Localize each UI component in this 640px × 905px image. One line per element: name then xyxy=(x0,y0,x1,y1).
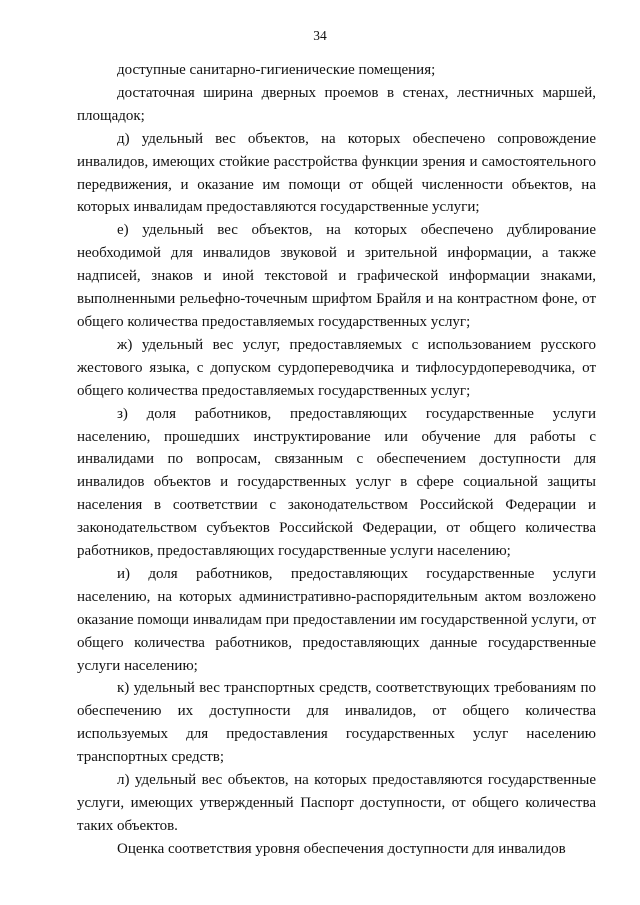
paragraph-assessment: Оценка соответствия уровня обеспечения доступности для инвалидов xyxy=(117,840,566,857)
paragraph-sanitary-facilities: доступные санитарно-гигиенические помещения; xyxy=(117,62,436,78)
paragraph-item-e: е) удельный вес объектов, на которых обеспечено дублирование необходимой для инвалидов звуковой и зрительной информации, а также надписей, знаков и иной текстовой и графической информации знаками, выполненными рельефно-точечным шрифтом Брайля и на контрастном фоне, от общего количества предоставляемых государственных услуг; xyxy=(77,222,596,330)
paragraph-item-k: к) удельный вес транспортных средств, соответствующих требованиям по обеспечению их доступности для инвалидов, от общего количества используемых для предоставления государственных услуг населению транспортных средств; xyxy=(77,680,596,766)
paragraph-door-width: достаточная ширина дверных проемов в стенах, лестничных маршей, площадок; xyxy=(77,84,596,124)
page-number: 34 xyxy=(313,28,327,43)
paragraph-item-l: л) удельный вес объектов, на которых предоставляются государственные услуги, имеющих утвержденный Паспорт доступности, от общего количества таких объектов. xyxy=(77,772,596,834)
paragraph-item-i: и) доля работников, предоставляющих государственные услуги населению, на которых административно-распорядительным актом возложено оказание помощи инвалидам при предоставлении им государственной услуги, от общего количества работников, предоставляющих данные государственные услуги населению; xyxy=(77,565,596,674)
paragraph-item-z: з) доля работников, предоставляющих государственные услуги населению, прошедших инструктирование или обучение для работы с инвалидами по вопросам, связанным с обеспечением доступности для инвалидов объектов и государственных услуг в сфере социальной защиты населения в соответствии с законодательством Российской Федерации и законодательством субъектов Российской Федерации, от общего количества работников, предоставляющих государственные услуги населению; xyxy=(77,405,596,560)
document-body xyxy=(77,59,596,861)
paragraph-item-zh: ж) удельный вес услуг, предоставляемых с использованием русского жестового языка, с допуском сурдопереводчика и тифлосурдопереводчика, от общего количества предоставляемых государственных услуг; xyxy=(77,336,596,399)
paragraph-item-d: д) удельный вес объектов, на которых обеспечено сопровождение инвалидов, имеющих стойкие расстройства функции зрения и самостоятельного передвижения, и оказание им помощи от общей численности объектов, на которых инвалидам предоставляются государственные услуги; xyxy=(77,130,596,216)
